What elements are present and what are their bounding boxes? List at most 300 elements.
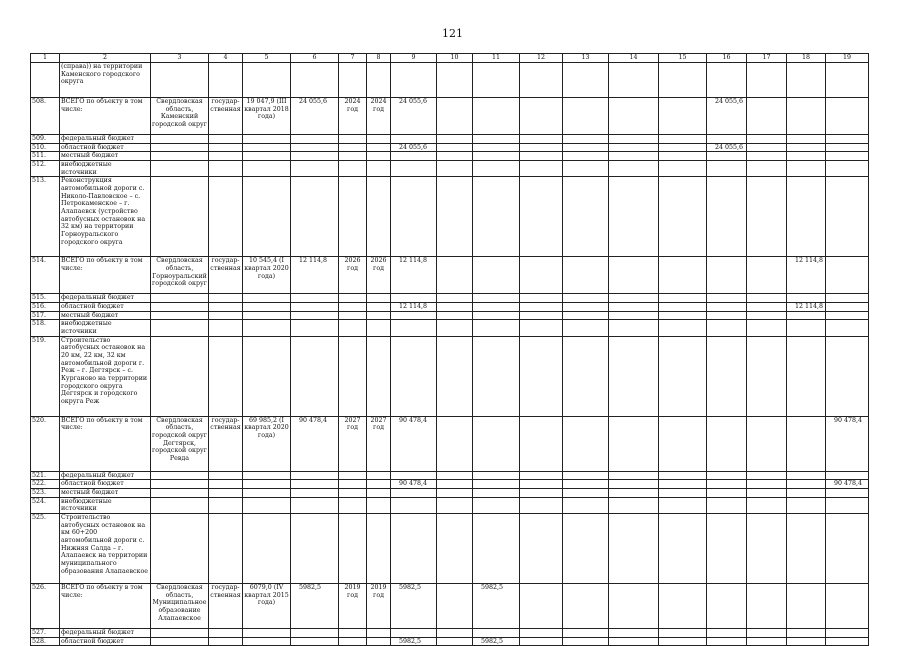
- table-cell-col-5: 69 985,2 (I квартал 2020 года): [243, 416, 291, 471]
- table-cell-col-2: областной бюджет: [60, 303, 151, 312]
- table-cell-col-4: [209, 143, 243, 152]
- table-row: [31, 637, 869, 646]
- table-cell-col-8: [367, 471, 391, 480]
- table-cell-col-1: 524.: [31, 497, 60, 513]
- table-cell-col-7: [339, 489, 367, 498]
- table-cell-col-18: [787, 311, 826, 320]
- table-cell-col-16: [707, 637, 747, 646]
- table-cell-col-8: [367, 135, 391, 144]
- table-cell-col-14: [609, 135, 659, 144]
- table-cell-col-4: [209, 294, 243, 303]
- table-cell-col-11: [473, 629, 520, 638]
- table-cell-col-10: [437, 514, 473, 584]
- table-cell-col-4: государ-ственная: [209, 416, 243, 471]
- table-cell-col-18: [787, 320, 826, 336]
- table-cell-col-10: [437, 303, 473, 312]
- column-number: 13: [563, 54, 609, 63]
- budget-table: [30, 53, 869, 646]
- table-cell-col-7: [339, 177, 367, 257]
- table-cell-col-15: [659, 294, 707, 303]
- table-cell-col-4: [209, 152, 243, 161]
- table-cell-col-19: [826, 161, 869, 177]
- column-number: 18: [787, 54, 826, 63]
- column-number-row: [31, 54, 869, 63]
- table-cell-col-7: [339, 480, 367, 489]
- table-cell-col-10: [437, 480, 473, 489]
- table-cell-col-9: [391, 336, 437, 416]
- table-cell-col-2: Реконструкция автомобильной дороги с. Николо-Павловское – с. Петрокаменское – г. Алапаевск (устройство автобусных остановок на 32 км) на территории Горноуральского городского округа: [60, 177, 151, 257]
- table-cell-col-2: областной бюджет: [60, 143, 151, 152]
- table-cell-col-9: [391, 311, 437, 320]
- table-cell-col-17: [747, 177, 787, 257]
- table-cell-col-5: [243, 161, 291, 177]
- table-row: [31, 63, 869, 98]
- table-cell-col-5: [243, 320, 291, 336]
- table-cell-col-7: [339, 497, 367, 513]
- table-cell-col-10: [437, 471, 473, 480]
- table-cell-col-4: [209, 489, 243, 498]
- table-cell-col-17: [747, 514, 787, 584]
- table-cell-col-3: [151, 63, 209, 98]
- table-cell-col-17: [747, 489, 787, 498]
- table-cell-col-9: 24 055,6: [391, 143, 437, 152]
- table-cell-col-15: [659, 497, 707, 513]
- table-cell-col-13: [563, 416, 609, 471]
- table-cell-col-9: [391, 177, 437, 257]
- table-cell-col-10: [437, 584, 473, 629]
- table-cell-col-17: [747, 336, 787, 416]
- table-cell-col-12: [520, 135, 563, 144]
- table-cell-col-14: [609, 336, 659, 416]
- table-cell-col-1: 520.: [31, 416, 60, 471]
- table-cell-col-13: [563, 294, 609, 303]
- table-cell-col-19: [826, 143, 869, 152]
- table-cell-col-8: 2019 год: [367, 584, 391, 629]
- table-cell-col-10: [437, 143, 473, 152]
- table-cell-col-5: [243, 489, 291, 498]
- table-cell-col-4: [209, 177, 243, 257]
- table-cell-col-2: областной бюджет: [60, 480, 151, 489]
- table-cell-col-19: [826, 257, 869, 294]
- table-cell-col-13: [563, 177, 609, 257]
- table-cell-col-12: [520, 143, 563, 152]
- table-cell-col-19: [826, 497, 869, 513]
- table-cell-col-16: [707, 480, 747, 489]
- table-cell-col-6: [291, 629, 339, 638]
- table-cell-col-7: [339, 336, 367, 416]
- table-cell-col-19: [826, 584, 869, 629]
- table-cell-col-17: [747, 98, 787, 135]
- table-cell-col-1: 516.: [31, 303, 60, 312]
- table-cell-col-12: [520, 471, 563, 480]
- table-cell-col-18: [787, 63, 826, 98]
- table-cell-col-4: [209, 629, 243, 638]
- column-number: 19: [826, 54, 869, 63]
- table-cell-col-9: 90 478,4: [391, 416, 437, 471]
- table-cell-col-16: [707, 63, 747, 98]
- table-cell-col-3: [151, 629, 209, 638]
- table-row: [31, 143, 869, 152]
- table-cell-col-1: 526.: [31, 584, 60, 629]
- table-cell-col-3: [151, 294, 209, 303]
- table-cell-col-17: [747, 143, 787, 152]
- table-cell-col-18: [787, 416, 826, 471]
- table-row: [31, 471, 869, 480]
- table-cell-col-19: [826, 177, 869, 257]
- table-cell-col-5: [243, 637, 291, 646]
- table-cell-col-3: [151, 637, 209, 646]
- table-cell-col-15: [659, 311, 707, 320]
- column-number: 12: [520, 54, 563, 63]
- table-row: [31, 311, 869, 320]
- table-row: [31, 629, 869, 638]
- table-cell-col-8: [367, 177, 391, 257]
- table-cell-col-17: [747, 497, 787, 513]
- table-row: [31, 257, 869, 294]
- table-cell-col-14: [609, 584, 659, 629]
- table-cell-col-8: [367, 497, 391, 513]
- table-cell-col-17: [747, 152, 787, 161]
- table-cell-col-16: [707, 471, 747, 480]
- table-cell-col-4: [209, 480, 243, 489]
- table-row: [31, 161, 869, 177]
- table-cell-col-11: [473, 98, 520, 135]
- table-cell-col-14: [609, 489, 659, 498]
- table-cell-col-16: [707, 257, 747, 294]
- table-cell-col-18: [787, 480, 826, 489]
- table-cell-col-8: [367, 294, 391, 303]
- table-cell-col-7: [339, 152, 367, 161]
- table-cell-col-13: [563, 311, 609, 320]
- table-cell-col-2: внебюджетные источники: [60, 161, 151, 177]
- table-cell-col-8: [367, 143, 391, 152]
- table-cell-col-18: [787, 135, 826, 144]
- table-cell-col-16: [707, 311, 747, 320]
- table-cell-col-17: [747, 303, 787, 312]
- table-cell-col-5: [243, 143, 291, 152]
- table-cell-col-5: [243, 471, 291, 480]
- table-cell-col-19: [826, 637, 869, 646]
- table-cell-col-3: [151, 497, 209, 513]
- table-row: [31, 303, 869, 312]
- table-cell-col-7: [339, 320, 367, 336]
- table-cell-col-8: [367, 152, 391, 161]
- table-cell-col-16: [707, 336, 747, 416]
- table-cell-col-14: [609, 320, 659, 336]
- table-cell-col-19: [826, 336, 869, 416]
- table-cell-col-16: [707, 177, 747, 257]
- table-cell-col-3: Свердловская область, городской округ Дегтярск, городской округ Ревда: [151, 416, 209, 471]
- table-cell-col-4: [209, 63, 243, 98]
- table-cell-col-19: [826, 98, 869, 135]
- table-cell-col-11: [473, 161, 520, 177]
- table-cell-col-4: [209, 336, 243, 416]
- table-cell-col-10: [437, 98, 473, 135]
- table-cell-col-14: [609, 471, 659, 480]
- table-cell-col-1: 525.: [31, 514, 60, 584]
- table-cell-col-11: [473, 320, 520, 336]
- table-cell-col-1: 510.: [31, 143, 60, 152]
- table-cell-col-3: Свердловская область, Муниципальное образование Алапаевское: [151, 584, 209, 629]
- table-cell-col-9: 90 478,4: [391, 480, 437, 489]
- table-cell-col-4: государ-ственная: [209, 584, 243, 629]
- table-cell-col-6: [291, 135, 339, 144]
- table-cell-col-19: [826, 63, 869, 98]
- table-cell-col-16: [707, 303, 747, 312]
- table-cell-col-18: [787, 584, 826, 629]
- table-cell-col-9: [391, 629, 437, 638]
- table-cell-col-16: [707, 416, 747, 471]
- table-cell-col-11: 5982,5: [473, 637, 520, 646]
- table-cell-col-12: [520, 294, 563, 303]
- table-cell-col-15: [659, 143, 707, 152]
- table-cell-col-6: [291, 480, 339, 489]
- table-cell-col-9: 12 114,8: [391, 303, 437, 312]
- table-cell-col-17: [747, 584, 787, 629]
- table-row: [31, 177, 869, 257]
- table-cell-col-7: 2024 год: [339, 98, 367, 135]
- table-cell-col-5: [243, 63, 291, 98]
- table-cell-col-11: [473, 480, 520, 489]
- table-cell-col-7: [339, 311, 367, 320]
- table-cell-col-2: ВСЕГО по объекту в том числе:: [60, 584, 151, 629]
- column-number: 14: [609, 54, 659, 63]
- table-cell-col-15: [659, 303, 707, 312]
- column-number: 7: [339, 54, 367, 63]
- table-cell-col-5: [243, 336, 291, 416]
- table-cell-col-7: [339, 303, 367, 312]
- table-cell-col-8: 2027 год: [367, 416, 391, 471]
- table-cell-col-4: [209, 497, 243, 513]
- table-cell-col-5: [243, 135, 291, 144]
- table-cell-col-13: [563, 637, 609, 646]
- table-cell-col-1: 522.: [31, 480, 60, 489]
- column-number: 6: [291, 54, 339, 63]
- table-cell-col-4: [209, 471, 243, 480]
- column-number: 16: [707, 54, 747, 63]
- column-number: 9: [391, 54, 437, 63]
- table-cell-col-3: [151, 471, 209, 480]
- table-cell-col-8: [367, 320, 391, 336]
- table-cell-col-15: [659, 177, 707, 257]
- table-cell-col-9: [391, 135, 437, 144]
- table-cell-col-3: [151, 480, 209, 489]
- table-cell-col-1: 521.: [31, 471, 60, 480]
- table-cell-col-19: [826, 471, 869, 480]
- table-cell-col-3: [151, 311, 209, 320]
- table-cell-col-3: [151, 489, 209, 498]
- table-cell-col-3: [151, 135, 209, 144]
- table-cell-col-14: [609, 161, 659, 177]
- table-cell-col-1: 523.: [31, 489, 60, 498]
- table-cell-col-15: [659, 471, 707, 480]
- table-cell-col-15: [659, 63, 707, 98]
- table-cell-col-12: [520, 161, 563, 177]
- table-cell-col-16: [707, 161, 747, 177]
- table-cell-col-9: [391, 63, 437, 98]
- table-cell-col-11: [473, 294, 520, 303]
- table-cell-col-18: [787, 471, 826, 480]
- table-cell-col-18: 12 114,8: [787, 303, 826, 312]
- table-cell-col-1: 513.: [31, 177, 60, 257]
- table-cell-col-16: [707, 294, 747, 303]
- table-cell-col-13: [563, 135, 609, 144]
- table-cell-col-13: [563, 629, 609, 638]
- table-cell-col-11: [473, 311, 520, 320]
- table-cell-col-3: [151, 336, 209, 416]
- table-cell-col-1: 518.: [31, 320, 60, 336]
- table-cell-col-5: [243, 514, 291, 584]
- table-cell-col-5: 10 545,4 (I квартал 2020 года): [243, 257, 291, 294]
- table-cell-col-11: [473, 143, 520, 152]
- table-cell-col-5: [243, 152, 291, 161]
- table-cell-col-6: [291, 311, 339, 320]
- table-row: [31, 98, 869, 135]
- table-cell-col-13: [563, 98, 609, 135]
- table-cell-col-1: 528.: [31, 637, 60, 646]
- table-cell-col-11: [473, 152, 520, 161]
- table-cell-col-6: [291, 320, 339, 336]
- table-cell-col-15: [659, 480, 707, 489]
- table-cell-col-17: [747, 416, 787, 471]
- table-cell-col-4: [209, 303, 243, 312]
- table-cell-col-14: [609, 177, 659, 257]
- table-cell-col-2: Строительство автобусных остановок на км 60+200 автомобильной дороги с. Нижняя Салда – г. Алапаевск на территории муниципального образования Алапаевское: [60, 514, 151, 584]
- table-cell-col-6: [291, 497, 339, 513]
- table-cell-col-8: [367, 63, 391, 98]
- table-cell-col-13: [563, 336, 609, 416]
- table-cell-col-15: [659, 336, 707, 416]
- table-cell-col-6: [291, 177, 339, 257]
- table-cell-col-2: ВСЕГО по объекту в том числе:: [60, 98, 151, 135]
- table-cell-col-14: [609, 480, 659, 489]
- table-cell-col-5: [243, 311, 291, 320]
- table-cell-col-6: 24 055,6: [291, 98, 339, 135]
- column-number: 11: [473, 54, 520, 63]
- table-cell-col-12: [520, 489, 563, 498]
- table-cell-col-17: [747, 63, 787, 98]
- table-cell-col-2: местный бюджет: [60, 311, 151, 320]
- table-row: [31, 584, 869, 629]
- table-cell-col-9: [391, 152, 437, 161]
- table-cell-col-1: 509.: [31, 135, 60, 144]
- table-cell-col-12: [520, 177, 563, 257]
- table-cell-col-2: федеральный бюджет: [60, 629, 151, 638]
- table-cell-col-7: [339, 143, 367, 152]
- table-row: [31, 480, 869, 489]
- table-cell-col-7: [339, 63, 367, 98]
- column-number: 1: [31, 54, 60, 63]
- table-row: [31, 416, 869, 471]
- table-cell-col-7: 2027 год: [339, 416, 367, 471]
- column-number: 4: [209, 54, 243, 63]
- table-cell-col-13: [563, 161, 609, 177]
- table-cell-col-7: 2019 год: [339, 584, 367, 629]
- table-cell-col-17: [747, 320, 787, 336]
- table-cell-col-13: [563, 489, 609, 498]
- table-cell-col-6: [291, 63, 339, 98]
- table-cell-col-10: [437, 161, 473, 177]
- table-cell-col-9: [391, 489, 437, 498]
- table-cell-col-19: 90 478,4: [826, 416, 869, 471]
- table-row: [31, 294, 869, 303]
- column-number: 2: [60, 54, 151, 63]
- table-cell-col-7: [339, 514, 367, 584]
- table-cell-col-4: [209, 514, 243, 584]
- column-number: 8: [367, 54, 391, 63]
- table-cell-col-15: [659, 320, 707, 336]
- table-cell-col-9: [391, 294, 437, 303]
- table-cell-col-17: [747, 257, 787, 294]
- table-cell-col-9: 24 055,6: [391, 98, 437, 135]
- table-cell-col-18: [787, 98, 826, 135]
- table-cell-col-2: местный бюджет: [60, 152, 151, 161]
- table-row: [31, 336, 869, 416]
- table-cell-col-10: [437, 336, 473, 416]
- table-cell-col-18: [787, 336, 826, 416]
- table-cell-col-15: [659, 135, 707, 144]
- table-cell-col-10: [437, 152, 473, 161]
- table-cell-col-10: [437, 489, 473, 498]
- table-cell-col-14: [609, 257, 659, 294]
- table-cell-col-1: 519.: [31, 336, 60, 416]
- table-cell-col-9: [391, 514, 437, 584]
- table-cell-col-11: [473, 177, 520, 257]
- table-cell-col-15: [659, 489, 707, 498]
- table-cell-col-17: [747, 311, 787, 320]
- table-cell-col-4: государ-ственная: [209, 98, 243, 135]
- table-cell-col-3: [151, 177, 209, 257]
- table-cell-col-1: [31, 63, 60, 98]
- table-cell-col-18: [787, 177, 826, 257]
- table-cell-col-10: [437, 294, 473, 303]
- table-cell-col-14: [609, 416, 659, 471]
- table-cell-col-16: [707, 152, 747, 161]
- table-cell-col-13: [563, 480, 609, 489]
- table-cell-col-15: [659, 257, 707, 294]
- table-cell-col-6: 12 114,8: [291, 257, 339, 294]
- table-cell-col-12: [520, 497, 563, 513]
- table-cell-col-13: [563, 63, 609, 98]
- table-row: [31, 514, 869, 584]
- table-cell-col-10: [437, 311, 473, 320]
- table-cell-col-6: [291, 303, 339, 312]
- table-cell-col-12: [520, 257, 563, 294]
- table-cell-col-4: [209, 311, 243, 320]
- table-cell-col-1: 511.: [31, 152, 60, 161]
- table-cell-col-6: 90 478,4: [291, 416, 339, 471]
- table-cell-col-6: [291, 489, 339, 498]
- table-cell-col-7: [339, 637, 367, 646]
- table-cell-col-14: [609, 294, 659, 303]
- table-cell-col-19: [826, 514, 869, 584]
- table-cell-col-19: [826, 152, 869, 161]
- table-cell-col-14: [609, 497, 659, 513]
- table-cell-col-18: [787, 637, 826, 646]
- table-cell-col-5: 19 047,9 (III квартал 2018 года): [243, 98, 291, 135]
- column-number: 17: [747, 54, 787, 63]
- table-cell-col-9: 12 114,8: [391, 257, 437, 294]
- table-cell-col-18: [787, 152, 826, 161]
- table-cell-col-12: [520, 584, 563, 629]
- table-cell-col-15: [659, 629, 707, 638]
- table-cell-col-16: 24 055,6: [707, 98, 747, 135]
- table-cell-col-11: [473, 135, 520, 144]
- table-cell-col-14: [609, 637, 659, 646]
- table-cell-col-18: [787, 294, 826, 303]
- table-cell-col-16: 24 055,6: [707, 143, 747, 152]
- table-cell-col-9: [391, 161, 437, 177]
